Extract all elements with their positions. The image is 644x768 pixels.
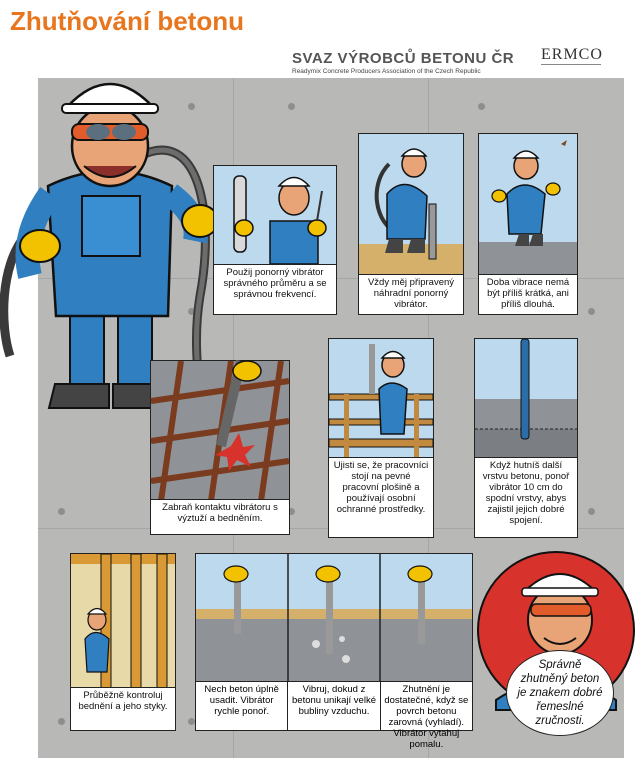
caption-next-layer: Když hutníš další vrstvu betonu, ponoř vibrátor 10 cm do spodní vrstvy, abys zajistil jejich dobré spojení.	[475, 457, 577, 537]
sequence-captions	[196, 681, 472, 750]
tie-hole	[588, 508, 595, 515]
worker-holding-vibrator-illustration	[214, 166, 336, 264]
panel-safe-platform	[328, 338, 434, 538]
tie-hole	[188, 718, 195, 725]
worker-on-platform-illustration	[329, 339, 433, 459]
tie-hole	[288, 103, 295, 110]
compaction-sequence-illustration	[196, 554, 472, 684]
tie-hole	[58, 718, 65, 725]
panel-check-formwork	[70, 553, 176, 731]
panel-compaction-sequence	[195, 553, 473, 750]
association-header	[292, 50, 532, 75]
caption-settle-concrete: Nech beton úplně usadit. Vibrátor rychle ponoř.	[196, 682, 288, 730]
speech-bubble: Správně zhutněný beton je znakem dobré řemeslné zručnosti.	[506, 650, 614, 736]
caption-check-formwork: Průběžně kontroluj bednění a jeho styky.	[71, 687, 175, 730]
caption-sufficient-compaction: Zhutnění je dostatečné, když se povrch betonu zarovná (vyhladí). Vibrátor vytahuj pomalu.	[384, 684, 469, 750]
vibrator-in-layers-illustration	[475, 339, 577, 459]
worker-vibrating-concrete-illustration	[479, 134, 577, 274]
caption-safe-platform: Ujisti se, že pracovníci stojí na pevné pracovní plošině a používají osobní ochranné prostředky.	[329, 457, 433, 537]
panel-vibrator-diameter	[213, 165, 337, 315]
association-subtitle: Readymix Concrete Producers Association of the Czech Republic	[292, 68, 481, 75]
caption-spare-vibrator: Vždy měj připravený náhradní ponorný vibrátor.	[359, 274, 463, 314]
association-name: SVAZ VÝROBCŮ BETONU ČR	[292, 50, 515, 67]
ermco-logo: ERMCO	[541, 46, 603, 63]
worker-compacting-illustration	[359, 134, 463, 274]
panel-vibration-duration	[478, 133, 578, 315]
page-title: Zhutňování betonu	[10, 6, 244, 36]
caption-air-bubbles: Vibruj, dokud z betonu unikají velké bubliny vzduchu.	[288, 682, 380, 730]
panel-spare-vibrator	[358, 133, 464, 315]
caption-vibrator-diameter: Použij ponorný vibrátor správného průměru a se správnou frekvencí.	[214, 264, 336, 314]
caption-vibration-duration: Doba vibrace nemá být příliš krátká, ani příliš dlouhá.	[479, 274, 577, 314]
tie-hole	[478, 103, 485, 110]
ermco-logo-underline	[541, 64, 601, 73]
worker-checking-formwork-illustration	[71, 554, 175, 689]
tie-hole	[58, 508, 65, 515]
panel-next-layer	[474, 338, 578, 538]
vibrator-hitting-rebar-illustration	[151, 361, 289, 501]
caption-avoid-contact: Zabraň kontaktu vibrátoru s výztuží a bedněním.	[151, 499, 289, 534]
tie-hole	[588, 308, 595, 315]
panel-avoid-contact	[150, 360, 290, 535]
